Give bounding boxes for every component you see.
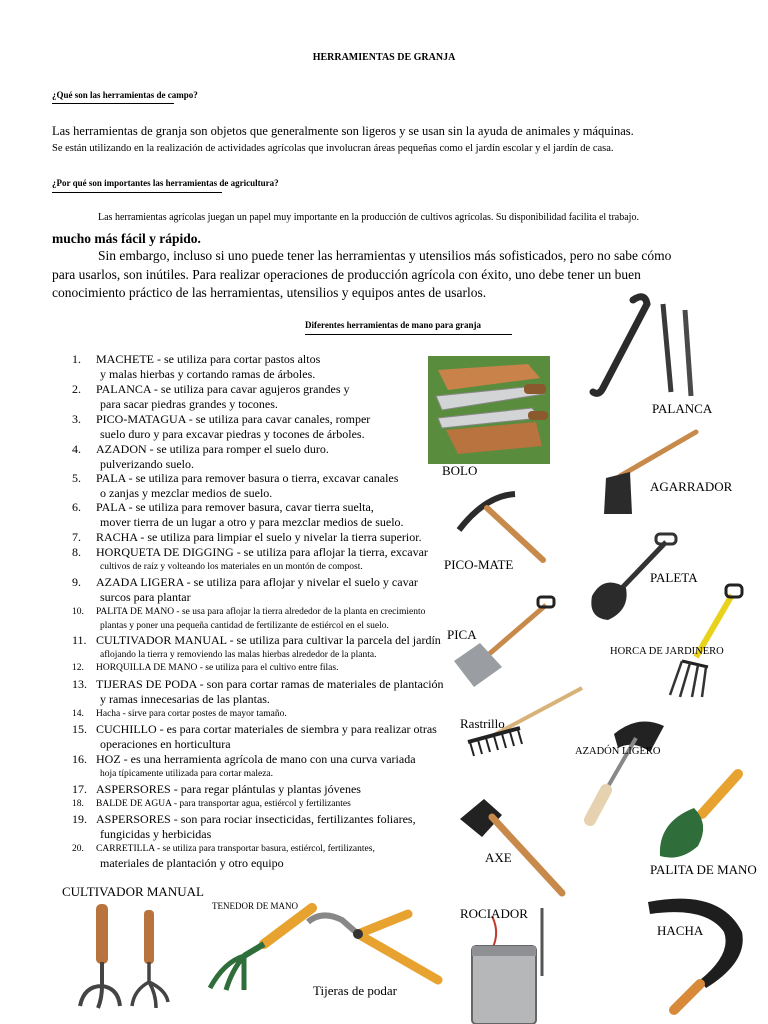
label-pico-mate: PICO-MATE (444, 557, 514, 572)
importance-line-1: Las herramientas agrícolas juegan un papel muy importante en la producción de cultivos agrícolas. Su disponibilidad facilita el trabajo. (98, 212, 639, 223)
list-item: 10. PALITA DE MANO - se usa para aflojar la tierra alrededor de la planta en crecimiento plantas y poner una pequeña cantidad de fertilizante de estiércol en el suelo. (72, 607, 426, 631)
trowel-icon (654, 766, 746, 866)
hand-cultivator-icon (74, 902, 174, 1012)
divider (305, 334, 512, 335)
importance-line-4: para usarlos, son inútiles. Para realizar operaciones de producción agrícola con éxito, uno debe tener un buen (52, 267, 641, 282)
divider (52, 103, 174, 104)
question-heading-1: ¿Qué son las herramientas de campo? (52, 90, 198, 100)
list-item: 8. HORQUETA DE DIGGING - se utiliza para aflojar la tierra, excavar cultivos de raíz y volteando los materiales en un montón de compost. (72, 545, 428, 572)
list-heading: Diferentes herramientas de mano para granja (305, 320, 482, 330)
label-agarrador: AGARRADOR (650, 479, 733, 494)
label-palita: PALITA DE MANO (650, 862, 757, 877)
label-azadon-ligero: AZADÓN LIGERO (575, 746, 661, 757)
label-paleta: PALETA (650, 570, 698, 585)
list-item: 3. PICO-MATAGUA - se utiliza para cavar canales, romper suelo duro y para excavar piedras y tocones de árboles. (72, 412, 371, 441)
list-item: 14. Hacha - sirve para cortar postes de mayor tamaño. (72, 709, 287, 719)
pickaxe-icon (455, 490, 550, 565)
axe-icon (454, 795, 569, 900)
importance-line-3: Sin embargo, incluso si uno puede tener las herramientas y utensilios más sofisticados, pero no sabe cómo (98, 248, 672, 263)
list-item: 15. CUCHILLO - es para cortar materiales de siembra y para realizar otras operaciones en horticultura (72, 722, 437, 751)
machete-icon (428, 356, 550, 464)
divider (52, 192, 222, 193)
list-item: 12. HORQUILLA DE MANO - se utiliza para el cultivo entre filas. (72, 663, 339, 673)
hoe-icon (600, 428, 700, 518)
pruning-shears-icon (298, 904, 448, 984)
list-item: 16. HOZ - es una herramienta agrícola de mano con una curva variada hoja típicamente utilizada para cortar maleza. (72, 752, 416, 779)
label-palanca: PALANCA (652, 401, 713, 416)
list-item: 2. PALANCA - se utiliza para cavar agujeros grandes y para sacar piedras grandes y tocones. (72, 382, 350, 411)
label-cultivador: CULTIVADOR MANUAL (62, 884, 204, 899)
label-hacha: HACHA (657, 923, 704, 938)
label-horca: HORCA DE JARDINERO (610, 646, 724, 657)
crowbar-icon (585, 292, 695, 402)
list-item: 20. CARRETILLA - se utiliza para transportar basura, estiércol, fertilizantes, materiales de plantación y otro equipo (72, 844, 375, 870)
question-heading-2: ¿Por qué son importantes las herramientas de agricultura? (52, 178, 279, 188)
sickle-icon (640, 892, 750, 1017)
intro-line-1: Las herramientas de granja son objetos que generalmente son ligeros y se usan sin la ayuda de animales y máquinas. (52, 124, 634, 138)
list-item: 18. BALDE DE AGUA - para transportar agua, estiércol y fertilizantes (72, 799, 351, 809)
label-pica: PICA (447, 627, 477, 642)
list-item: 5. PALA - se utiliza para remover basura o tierra, excavar canales o zanjas y mezclar medios de suelo. (72, 471, 399, 500)
label-axe: AXE (485, 850, 512, 865)
label-tenedor: TENEDOR DE MANO (212, 901, 298, 911)
list-item: 6. PALA - se utiliza para remover basura, cavar tierra suelta, mover tierra de un lugar a otro y para mezclar medios de suelo. (72, 500, 404, 529)
sprayer-icon (462, 906, 572, 1024)
importance-bold: mucho más fácil y rápido. (52, 231, 201, 246)
list-item: 17. ASPERSORES - para regar plántulas y plantas jóvenes (72, 782, 361, 796)
label-rociador: ROCIADOR (460, 906, 528, 921)
label-tijeras: Tijeras de podar (313, 983, 398, 998)
intro-line-2: Se están utilizando en la realización de actividades agrícolas que involucran áreas pequeñas como el jardín escolar y el jardín de casa. (52, 143, 614, 154)
label-bolo: BOLO (442, 463, 478, 478)
list-item: 1. MACHETE - se utiliza para cortar pastos altos y malas hierbas y cortando ramas de árboles. (72, 352, 321, 381)
garden-fork-icon (668, 585, 748, 700)
list-item: 11. CULTIVADOR MANUAL - se utiliza para cultivar la parcela del jardín aflojando la tierra y removiendo las malas hierbas alrededor de la planta. (72, 633, 441, 660)
list-item: 19. ASPERSORES - son para rociar insecticidas, fertilizantes foliares, fungicidas y herbicidas (72, 812, 416, 841)
importance-line-5: conocimiento práctico de las herramientas, utensilios y equipos antes de usarlos. (52, 285, 487, 300)
list-item: 4. AZADON - se utiliza para romper el suelo duro. pulverizando suelo. (72, 442, 329, 471)
label-rastrillo: Rastrillo (460, 716, 505, 731)
list-item: 13. TIJERAS DE PODA - son para cortar ramas de materiales de plantación y ramas innecesarias de las plantas. (72, 677, 444, 706)
list-item: 9. AZADA LIGERA - se utiliza para aflojar y nivelar el suelo y cavar surcos para plantar (72, 575, 418, 604)
document-title: HERRAMIENTAS DE GRANJA (312, 52, 456, 63)
list-item: 7. RACHA - se utiliza para limpiar el suelo y nivelar la tierra superior. (72, 530, 422, 544)
